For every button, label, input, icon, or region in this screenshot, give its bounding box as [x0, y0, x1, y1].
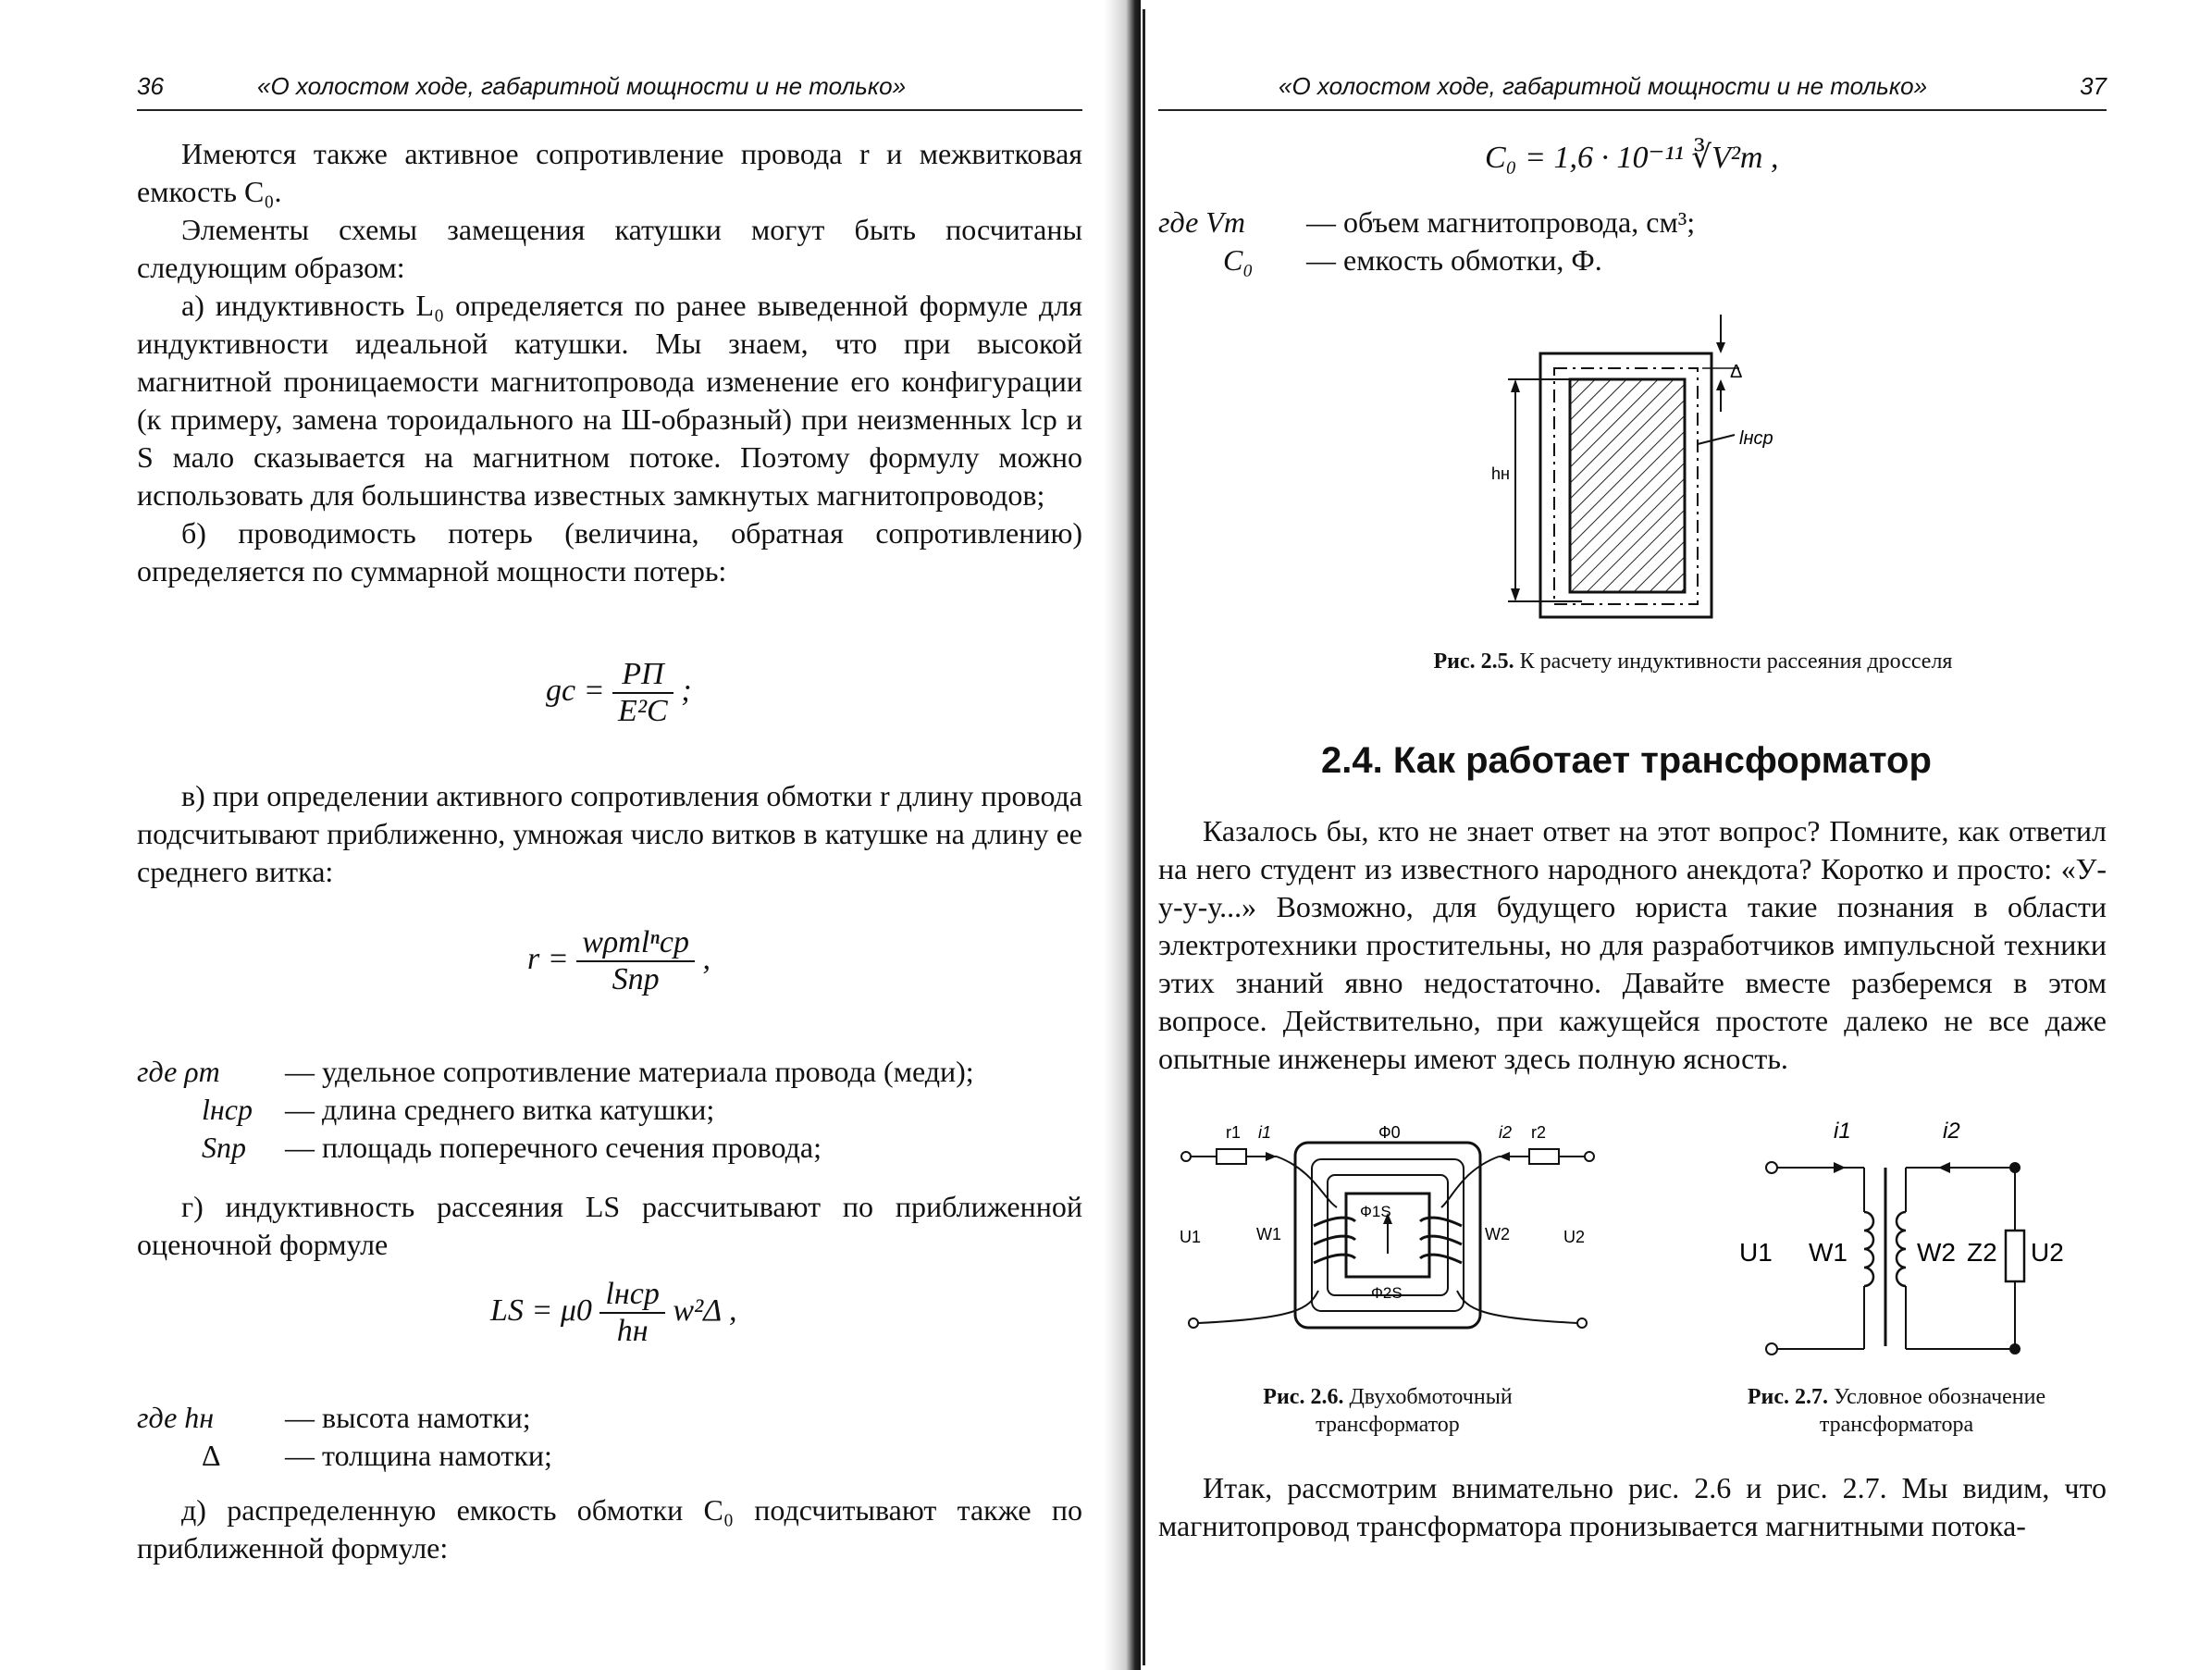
- page-number: 36: [137, 72, 164, 100]
- running-title: «О холостом ходе, габаритной мощности и не только»: [1279, 72, 1928, 100]
- secondary-coil: [1897, 1212, 1906, 1286]
- label-r2: r2: [1531, 1123, 1547, 1142]
- figure-2-7-transformer-symbol: [1721, 1110, 2119, 1360]
- label-h: hн: [1491, 464, 1510, 483]
- numerator: lнср: [599, 1277, 664, 1314]
- paragraph: Казалось бы, кто не знает ответ на этот вопрос? Помните, как ответил на него студент из известного народного анекдота? Коротко и просто: «У-у-у-у...» Возможно, для будущего юриста такие познания в области электротехники простительны, но для разработчиков импульсной техники этих знаний явно недостаточно. Давайте вместе разберемся в этом вопросе. Действительно, при кажущейся простоте далеко не все даже опытные инженеры имеют здесь полную ясность.: [1158, 814, 2107, 1075]
- figure-2-7-caption: Рис. 2.7. Условное обозначение трансформатора: [1747, 1385, 2046, 1437]
- figure-2-5-caption: Рис. 2.5. К расчету индуктивности рассеяния дросселя: [1433, 649, 1953, 674]
- label-u1: U1: [1739, 1238, 1773, 1267]
- label-i1: i1: [1258, 1123, 1272, 1142]
- formula-tail: ;: [681, 673, 692, 708]
- where-item: Sпр — площадь поперечного сечения провода;: [202, 1131, 822, 1164]
- running-title: «О холостом ходе, габаритной мощности и не только»: [257, 72, 907, 100]
- paragraph: б) проводимость потерь (величина, обратная сопротивлению) определяется по суммарной мощности потерь:: [137, 516, 1082, 588]
- where-item: где ρm — удельное сопротивление материала провода (меди);: [137, 1055, 974, 1088]
- label-i2: i2: [1499, 1123, 1513, 1142]
- denominator: E²C: [618, 694, 668, 728]
- resistor-r2: [1529, 1149, 1559, 1164]
- where-item: C₀ — емкость обмотки, Ф.: [1223, 243, 1602, 277]
- paragraph: а) индуктивность L₀ определяется по ранее выведенной формуле для индуктивности идеальной катушки. Мы знаем, что при высокой магнитной проницаемости магнитопровода изменение его конфигурации (к примеру, замена тороидального на Ш-образный) при неизменных lср и S мало сказывается на магнитном потоке. Поэтому формулу можно использовать для большинства известных замкнутых магнитопроводов;: [137, 289, 1082, 512]
- denominator: Sпр: [612, 962, 660, 996]
- winding-cross-section: [1570, 379, 1685, 592]
- figure-2-6-transformer-diagram: [1175, 1115, 1600, 1346]
- formula-lhs: gc =: [546, 673, 605, 708]
- label-r1: r1: [1226, 1123, 1242, 1142]
- label-u1: U1: [1180, 1228, 1202, 1246]
- winding-w1: [1314, 1218, 1355, 1263]
- label-l-mean: lнср: [1739, 428, 1773, 449]
- section-title: 2.4. Как работает трансформатор: [1321, 740, 1932, 781]
- paragraph: Имеются также активное сопротивление провода r и межвитковая емкость C₀.: [137, 137, 1082, 208]
- winding-w2: [1420, 1218, 1462, 1263]
- label-w2: W2: [1485, 1225, 1510, 1243]
- paragraph: Итак, рассмотрим внимательно рис. 2.6 и рис. 2.7. Мы видим, что магнитопровод трансформатора пронизывается магнитными потока-: [1158, 1471, 2107, 1542]
- label-w1: W1: [1809, 1238, 1847, 1267]
- where-item: lнср — длина среднего витка катушки;: [202, 1093, 715, 1126]
- label-i2: i2: [1943, 1119, 1960, 1144]
- label-i1: i1: [1834, 1119, 1851, 1144]
- right-text-block-1: [1158, 812, 2107, 1078]
- right-text-block-2: [1158, 1469, 2107, 1545]
- formula-lhs: LS = μ0: [490, 1293, 592, 1328]
- paragraph: Элементы схемы замещения катушки могут быть посчитаны следующим образом:: [137, 213, 1082, 284]
- primary-coil: [1864, 1212, 1873, 1286]
- where-list-right: [1158, 204, 2107, 279]
- paragraph: г) индуктивность рассеяния LS рассчитывают по приближенной оценочной формуле: [137, 1190, 1082, 1261]
- label-z2: Z2: [1967, 1238, 1997, 1267]
- label-delta: Δ: [1730, 362, 1743, 382]
- label-phi2s: Ф2S: [1371, 1284, 1403, 1302]
- figure-2-6-caption: Рис. 2.6. Двухобмоточный трансформатор: [1263, 1385, 1513, 1437]
- label-phi0: Ф0: [1378, 1123, 1401, 1142]
- paragraph: в) при определении активного сопротивления обмотки r длину провода подсчитывают приближенно, умножая число витков в катушке на длину ее среднего витка:: [137, 779, 1082, 888]
- where-item: где Vm — объем магнитопровода, см³;: [1158, 205, 1696, 239]
- right-running-header: [1158, 72, 2107, 111]
- label-phi1s: Ф1S: [1360, 1203, 1391, 1220]
- formula-tail: ,: [702, 941, 711, 976]
- resistor-r1: [1217, 1149, 1246, 1164]
- label-u2: U2: [1563, 1228, 1586, 1246]
- numerator: wρmlⁿср: [576, 925, 695, 962]
- label-w1: W1: [1256, 1225, 1281, 1243]
- figure-2-5-inductor-diagram: [1471, 315, 1786, 629]
- formula-lhs: r =: [527, 941, 569, 976]
- label-u2: U2: [2031, 1238, 2064, 1267]
- where-item: Δ — толщина намотки;: [202, 1439, 552, 1472]
- denominator: hн: [616, 1314, 649, 1348]
- numerator: PП: [612, 657, 673, 694]
- page-number: 37: [2080, 72, 2107, 100]
- label-w2: W2: [1917, 1238, 1956, 1267]
- where-item: где hн — высота намотки;: [137, 1401, 531, 1434]
- formula-tail: w²Δ ,: [673, 1293, 737, 1328]
- load-z2: [2006, 1231, 2024, 1281]
- formula-c0: C₀ = 1,6 · 10⁻¹¹ ∛V²m ,: [1485, 141, 1779, 175]
- paragraph: д) распределенную емкость обмотки C₀ подсчитывают также по приближенной формуле:: [137, 1493, 1082, 1565]
